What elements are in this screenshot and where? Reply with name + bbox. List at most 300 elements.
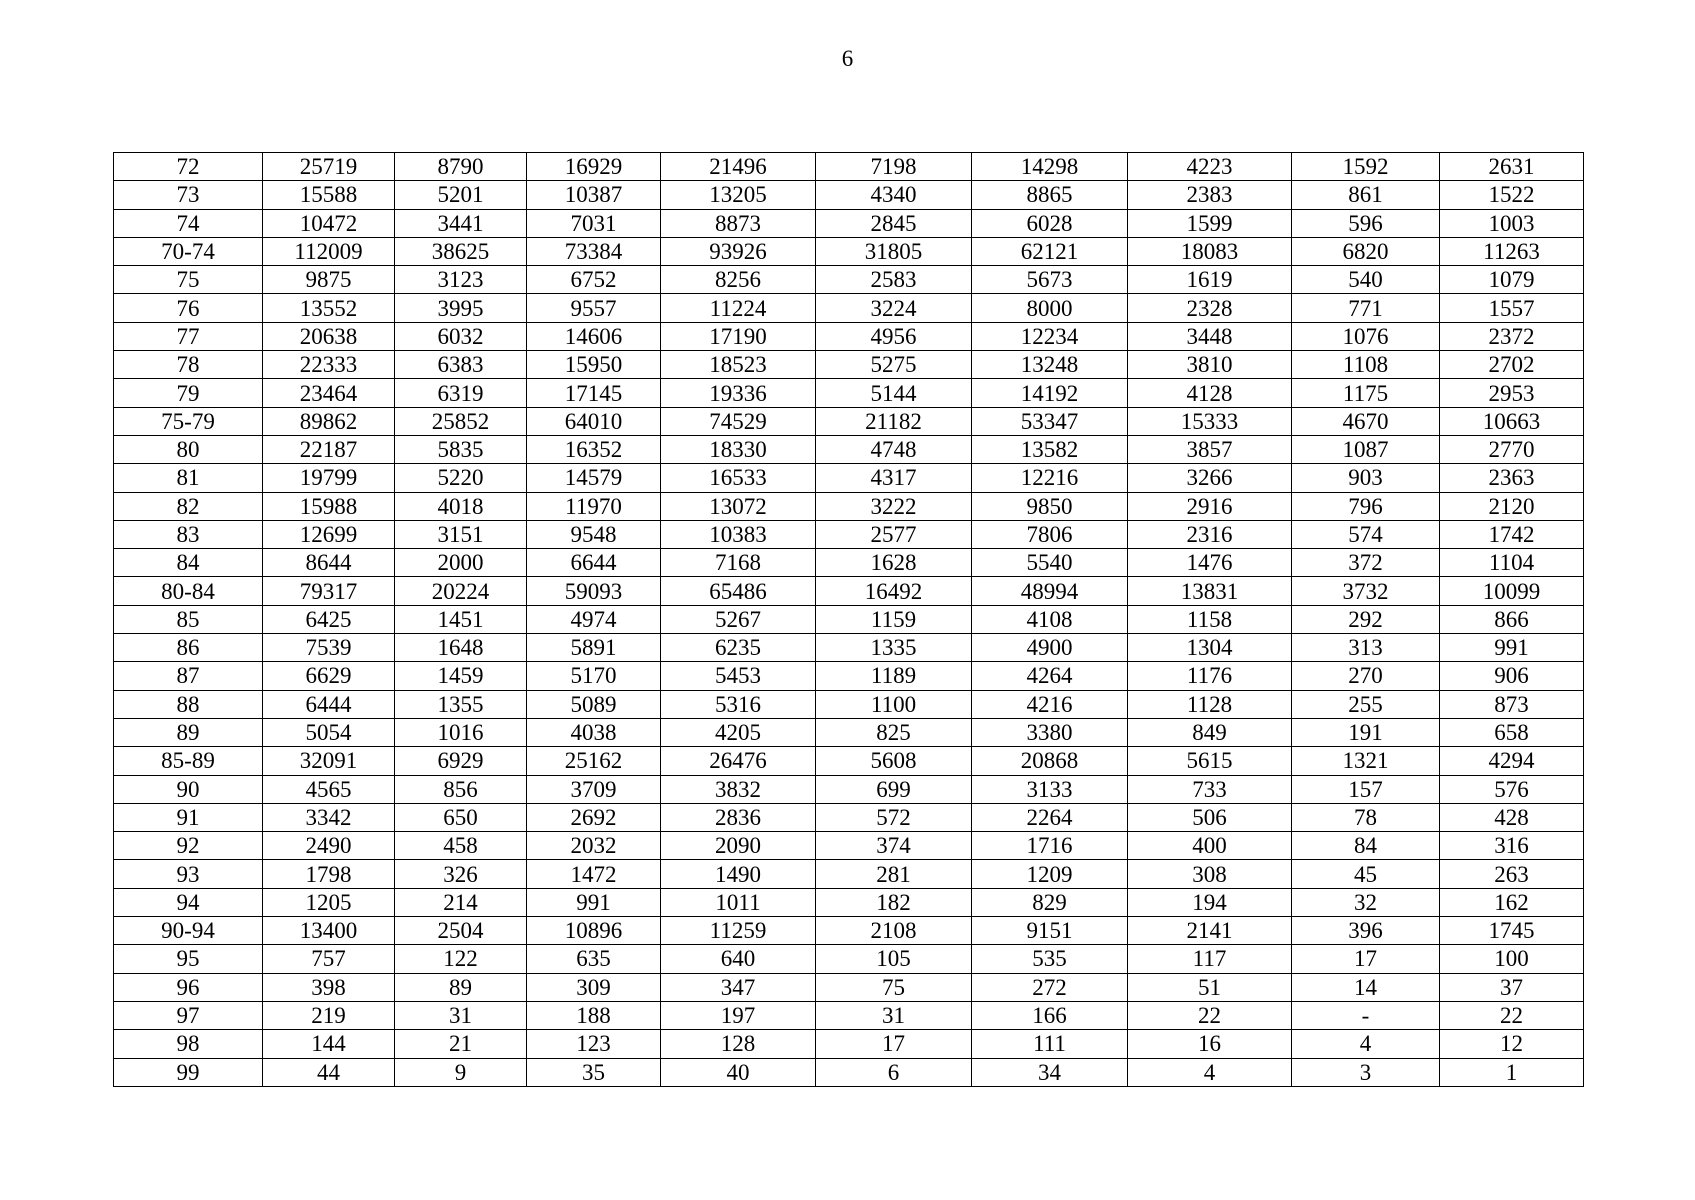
value-cell: 128 [661,1030,816,1058]
table-row [114,832,1584,860]
value-cell: 8873 [661,209,816,237]
value-cell: 3995 [395,294,527,322]
value-cell: 861 [1292,181,1440,209]
value-cell: 14606 [527,322,661,350]
value-cell: 1011 [661,888,816,916]
value-cell: 991 [527,888,661,916]
table-row [114,634,1584,662]
value-cell: 856 [395,775,527,803]
value-cell: 1745 [1440,917,1584,945]
table-row [114,492,1584,520]
table-row [114,237,1584,265]
value-cell: 3832 [661,775,816,803]
value-cell: 3266 [1128,464,1292,492]
value-cell: 10472 [263,209,395,237]
value-cell: 2383 [1128,181,1292,209]
value-cell: 3342 [263,803,395,831]
table-row [114,718,1584,746]
value-cell: 1016 [395,718,527,746]
value-cell: 1128 [1128,690,1292,718]
value-cell: 2316 [1128,520,1292,548]
value-cell: 1209 [972,860,1128,888]
value-cell: 15333 [1128,407,1292,435]
value-cell: 309 [527,973,661,1001]
value-cell: 1490 [661,860,816,888]
age-cell: 89 [114,718,263,746]
value-cell: 3123 [395,266,527,294]
age-cell: 84 [114,549,263,577]
age-cell: 81 [114,464,263,492]
age-cell: 83 [114,520,263,548]
value-cell: 906 [1440,662,1584,690]
age-cell: 96 [114,973,263,1001]
value-cell: 1619 [1128,266,1292,294]
value-cell: 272 [972,973,1128,1001]
value-cell: 8865 [972,181,1128,209]
value-cell: 12 [1440,1030,1584,1058]
age-cell: 90 [114,775,263,803]
table-row [114,917,1584,945]
value-cell: 162 [1440,888,1584,916]
value-cell: 4205 [661,718,816,746]
age-cell: 80 [114,435,263,463]
value-cell: 4317 [816,464,972,492]
table-row [114,1058,1584,1086]
value-cell: 13831 [1128,577,1292,605]
value-cell: 640 [661,945,816,973]
value-cell: 2836 [661,803,816,831]
value-cell: 1087 [1292,435,1440,463]
value-cell: 11970 [527,492,661,520]
age-cell: 76 [114,294,263,322]
table-row [114,464,1584,492]
value-cell: 73384 [527,237,661,265]
value-cell: 5673 [972,266,1128,294]
table-row [114,577,1584,605]
value-cell: 4900 [972,634,1128,662]
value-cell: 15950 [527,351,661,379]
value-cell: 22 [1128,1001,1292,1029]
age-cell: 79 [114,379,263,407]
table-row [114,747,1584,775]
value-cell: 214 [395,888,527,916]
value-cell: 13582 [972,435,1128,463]
value-cell: 3732 [1292,577,1440,605]
value-cell: 13072 [661,492,816,520]
value-cell: 5220 [395,464,527,492]
value-cell: 78 [1292,803,1440,831]
table-row [114,775,1584,803]
value-cell: 281 [816,860,972,888]
value-cell: 84 [1292,832,1440,860]
value-cell: 25719 [263,153,395,181]
value-cell: 5275 [816,351,972,379]
value-cell: 1355 [395,690,527,718]
value-cell: 292 [1292,605,1440,633]
value-cell: 3448 [1128,322,1292,350]
value-cell: 6319 [395,379,527,407]
value-cell: 903 [1292,464,1440,492]
value-cell: 13552 [263,294,395,322]
value-cell: 5089 [527,690,661,718]
value-cell: 21 [395,1030,527,1058]
value-cell: 17190 [661,322,816,350]
value-cell: 22333 [263,351,395,379]
value-cell: 112009 [263,237,395,265]
value-cell: 458 [395,832,527,860]
value-cell: 1079 [1440,266,1584,294]
value-cell: 540 [1292,266,1440,294]
value-cell: 849 [1128,718,1292,746]
value-cell: 1100 [816,690,972,718]
age-cell: 82 [114,492,263,520]
value-cell: 18083 [1128,237,1292,265]
value-cell: 122 [395,945,527,973]
value-cell: 1459 [395,662,527,690]
age-cell: 80-84 [114,577,263,605]
value-cell: 428 [1440,803,1584,831]
value-cell: 9875 [263,266,395,294]
age-cell: 85 [114,605,263,633]
value-cell: 11259 [661,917,816,945]
value-cell: 7031 [527,209,661,237]
value-cell: 6 [816,1058,972,1086]
value-cell: 5540 [972,549,1128,577]
value-cell: 9151 [972,917,1128,945]
value-cell: 535 [972,945,1128,973]
table-row [114,549,1584,577]
value-cell: 1798 [263,860,395,888]
table-row [114,1001,1584,1029]
value-cell: 3 [1292,1058,1440,1086]
value-cell: 19336 [661,379,816,407]
value-cell: 64010 [527,407,661,435]
age-cell: 77 [114,322,263,350]
value-cell: 2328 [1128,294,1292,322]
value-cell: 144 [263,1030,395,1058]
value-cell: 37 [1440,973,1584,1001]
table-row [114,803,1584,831]
value-cell: 2583 [816,266,972,294]
value-cell: 34 [972,1058,1128,1086]
value-cell: 4223 [1128,153,1292,181]
value-cell: 1205 [263,888,395,916]
page-number: 6 [841,46,854,71]
value-cell: 31805 [816,237,972,265]
value-cell: 347 [661,973,816,1001]
value-cell: 572 [816,803,972,831]
value-cell: 1175 [1292,379,1440,407]
age-cell: 94 [114,888,263,916]
age-cell: 92 [114,832,263,860]
value-cell: 829 [972,888,1128,916]
value-cell: 3133 [972,775,1128,803]
value-cell: 8644 [263,549,395,577]
value-cell: 796 [1292,492,1440,520]
value-cell: 374 [816,832,972,860]
value-cell: 4974 [527,605,661,633]
value-cell: 8790 [395,153,527,181]
age-cell: 93 [114,860,263,888]
value-cell: 5267 [661,605,816,633]
value-cell: 14579 [527,464,661,492]
value-cell: 25852 [395,407,527,435]
value-cell: 308 [1128,860,1292,888]
value-cell: 2504 [395,917,527,945]
age-cell: 98 [114,1030,263,1058]
value-cell: 326 [395,860,527,888]
value-cell: 574 [1292,520,1440,548]
value-cell: 1451 [395,605,527,633]
value-cell: 313 [1292,634,1440,662]
value-cell: 22 [1440,1001,1584,1029]
value-cell: 23464 [263,379,395,407]
value-cell: 31 [395,1001,527,1029]
value-cell: 7539 [263,634,395,662]
value-cell: 6383 [395,351,527,379]
table-row [114,209,1584,237]
value-cell: 16533 [661,464,816,492]
age-cell: 70-74 [114,237,263,265]
value-cell: 2090 [661,832,816,860]
value-cell: 1159 [816,605,972,633]
value-cell: 16352 [527,435,661,463]
value-cell: 18330 [661,435,816,463]
value-cell: 6032 [395,322,527,350]
value-cell: 5453 [661,662,816,690]
value-cell: 4956 [816,322,972,350]
value-cell: 2770 [1440,435,1584,463]
age-cell: 86 [114,634,263,662]
value-cell: 20868 [972,747,1128,775]
value-cell: 100 [1440,945,1584,973]
table-row [114,888,1584,916]
value-cell: 22187 [263,435,395,463]
value-cell: 89862 [263,407,395,435]
value-cell: 10387 [527,181,661,209]
value-cell: 1076 [1292,322,1440,350]
value-cell: 1599 [1128,209,1292,237]
table-row [114,435,1584,463]
value-cell: 5144 [816,379,972,407]
value-cell: 194 [1128,888,1292,916]
value-cell: 16929 [527,153,661,181]
value-cell: 13205 [661,181,816,209]
value-cell: 15988 [263,492,395,520]
age-cell: 78 [114,351,263,379]
value-cell: 4 [1292,1030,1440,1058]
value-cell: 2141 [1128,917,1292,945]
age-cell: 97 [114,1001,263,1029]
value-cell: 733 [1128,775,1292,803]
value-cell: 2953 [1440,379,1584,407]
value-cell: 4018 [395,492,527,520]
value-cell: 5835 [395,435,527,463]
table-row [114,690,1584,718]
value-cell: 3151 [395,520,527,548]
value-cell: 6820 [1292,237,1440,265]
value-cell: 16492 [816,577,972,605]
value-cell: 13400 [263,917,395,945]
value-cell: 35 [527,1058,661,1086]
value-cell: 10099 [1440,577,1584,605]
value-cell: 6629 [263,662,395,690]
value-cell: 6028 [972,209,1128,237]
value-cell: 21496 [661,153,816,181]
value-cell: 4294 [1440,747,1584,775]
value-cell: 866 [1440,605,1584,633]
value-cell: 4748 [816,435,972,463]
value-cell: 12699 [263,520,395,548]
value-cell: 5201 [395,181,527,209]
value-cell: 1476 [1128,549,1292,577]
value-cell: 2702 [1440,351,1584,379]
value-cell: 13248 [972,351,1128,379]
value-cell: 1 [1440,1058,1584,1086]
value-cell: 51 [1128,973,1292,1001]
value-cell: 20638 [263,322,395,350]
value-cell: 5170 [527,662,661,690]
value-cell: 1158 [1128,605,1292,633]
value-cell: 32091 [263,747,395,775]
table-row [114,520,1584,548]
value-cell: 32 [1292,888,1440,916]
value-cell: 2363 [1440,464,1584,492]
value-cell: 400 [1128,832,1292,860]
table-row [114,945,1584,973]
value-cell: 17145 [527,379,661,407]
value-cell: 191 [1292,718,1440,746]
value-cell: 1472 [527,860,661,888]
table-row [114,860,1584,888]
value-cell: 2577 [816,520,972,548]
value-cell: 7198 [816,153,972,181]
value-cell: 3441 [395,209,527,237]
table-body [114,153,1584,1087]
value-cell: 596 [1292,209,1440,237]
value-cell: 1189 [816,662,972,690]
value-cell: 10663 [1440,407,1584,435]
value-cell: 825 [816,718,972,746]
value-cell: 1108 [1292,351,1440,379]
value-cell: 3709 [527,775,661,803]
value-cell: 4108 [972,605,1128,633]
value-cell: 1557 [1440,294,1584,322]
value-cell: 188 [527,1001,661,1029]
value-cell: 576 [1440,775,1584,803]
value-cell: 3380 [972,718,1128,746]
value-cell: 38625 [395,237,527,265]
value-cell: 6752 [527,266,661,294]
value-cell: 17 [816,1030,972,1058]
value-cell: 74529 [661,407,816,435]
value-cell: 270 [1292,662,1440,690]
value-cell: 5891 [527,634,661,662]
value-cell: 6444 [263,690,395,718]
value-cell: 105 [816,945,972,973]
value-cell: 93926 [661,237,816,265]
age-cell: 85-89 [114,747,263,775]
value-cell: 372 [1292,549,1440,577]
value-cell: 79317 [263,577,395,605]
value-cell: 5316 [661,690,816,718]
age-cell: 88 [114,690,263,718]
value-cell: 4128 [1128,379,1292,407]
value-cell: 658 [1440,718,1584,746]
value-cell: 117 [1128,945,1292,973]
age-cell: 72 [114,153,263,181]
value-cell: 1176 [1128,662,1292,690]
value-cell: 7806 [972,520,1128,548]
value-cell: 31 [816,1001,972,1029]
table-row [114,351,1584,379]
value-cell: 255 [1292,690,1440,718]
value-cell: 9 [395,1058,527,1086]
value-cell: 1304 [1128,634,1292,662]
value-cell: 2692 [527,803,661,831]
table-row [114,973,1584,1001]
value-cell: 2490 [263,832,395,860]
value-cell: 1592 [1292,153,1440,181]
value-cell: 2108 [816,917,972,945]
value-cell: 398 [263,973,395,1001]
value-cell: 771 [1292,294,1440,322]
value-cell: 2120 [1440,492,1584,520]
value-cell: 4340 [816,181,972,209]
age-cell: 74 [114,209,263,237]
value-cell: 1335 [816,634,972,662]
value-cell: 157 [1292,775,1440,803]
value-cell: 219 [263,1001,395,1029]
table-row [114,662,1584,690]
value-cell: 16 [1128,1030,1292,1058]
value-cell: 89 [395,973,527,1001]
value-cell: 15588 [263,181,395,209]
value-cell: 4 [1128,1058,1292,1086]
age-cell: 95 [114,945,263,973]
table-row [114,605,1584,633]
value-cell: 3222 [816,492,972,520]
table-row [114,407,1584,435]
value-cell: 5054 [263,718,395,746]
value-cell: 2631 [1440,153,1584,181]
value-cell: 873 [1440,690,1584,718]
age-cell: 75-79 [114,407,263,435]
value-cell: 396 [1292,917,1440,945]
table-row [114,379,1584,407]
value-cell: 8256 [661,266,816,294]
value-cell: 26476 [661,747,816,775]
value-cell: 1716 [972,832,1128,860]
value-cell: 18523 [661,351,816,379]
value-cell: 4216 [972,690,1128,718]
value-cell: 757 [263,945,395,973]
value-cell: 17 [1292,945,1440,973]
value-cell: 12216 [972,464,1128,492]
value-cell: 1628 [816,549,972,577]
value-cell: 14 [1292,973,1440,1001]
value-cell: 20224 [395,577,527,605]
table-row [114,266,1584,294]
age-cell: 73 [114,181,263,209]
value-cell: 4038 [527,718,661,746]
value-cell: 166 [972,1001,1128,1029]
age-cell: 99 [114,1058,263,1086]
value-cell: 650 [395,803,527,831]
value-cell: 48994 [972,577,1128,605]
value-cell: 19799 [263,464,395,492]
value-cell: 991 [1440,634,1584,662]
